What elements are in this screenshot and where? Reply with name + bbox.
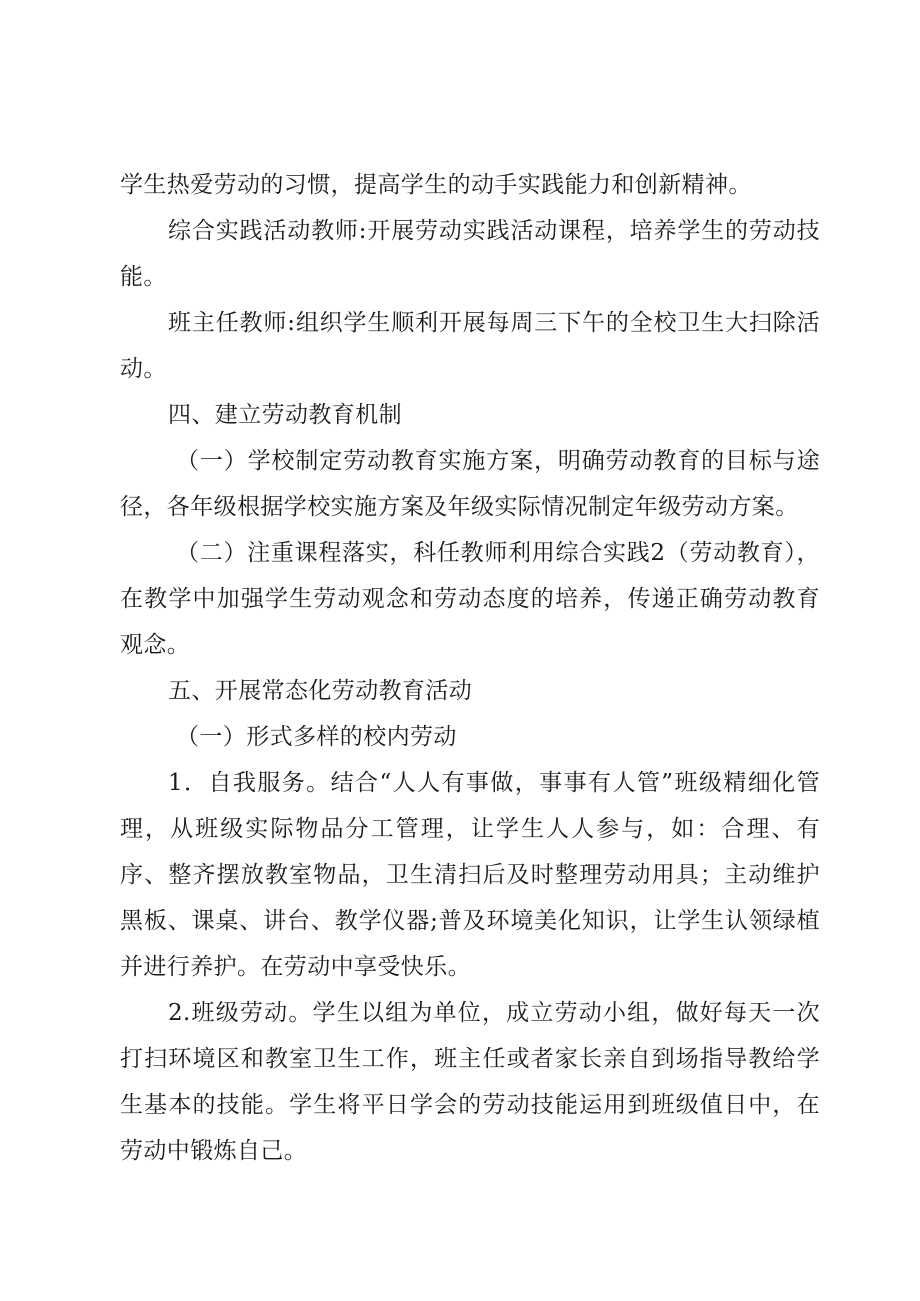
paragraph-4-2: （二）注重课程落实，科任教师利用综合实践2（劳动教育），在教学中加强学生劳动观念和劳动态度的培养，传递正确劳动教育观念。 (120, 540, 820, 658)
subheading-5-1: （一）形式多样的校内劳动 (176, 724, 457, 750)
document-body (120, 162, 820, 1174)
paragraph-class-labor: 2.班级劳动。学生以组为单位，成立劳动小组，做好每天一次打扫环境区和教室卫生工作，班主任或者家长亲自到场指导教给学生基本的技能。学生将平日学会的劳动技能运用到班级值日中，在劳动中锻炼自己。 (120, 1000, 820, 1164)
paragraph-class-teacher: 班主任教师:组织学生顺利开展每周三下午的全校卫生大扫除活动。 (120, 310, 820, 382)
section-heading-4: 四、建立劳动教育机制 (168, 402, 402, 428)
paragraph-self-service: 1．自我服务。结合“人人有事做，事事有人管”班级精细化管理，从班级实际物品分工管理，让学生人人参与，如：合理、有序、整齐摆放教室物品，卫生清扫后及时整理劳动用具；主动维护黑板、课桌、讲台、教学仪器;普及环境美化知识，让学生认领绿植并进行养护。在劳动中享受快乐。 (120, 770, 820, 980)
section-heading-5: 五、开展常态化劳动教育活动 (168, 678, 473, 704)
paragraph-practice-teacher: 综合实践活动教师:开展劳动实践活动课程，培养学生的劳动技能。 (120, 218, 820, 290)
paragraph-continuation: 学生热爱劳动的习惯，提高学生的动手实践能力和创新精神。 (120, 172, 752, 198)
paragraph-4-1: （一）学校制定劳动教育实施方案，明确劳动教育的目标与途径，各年级根据学校实施方案及年级实际情况制定年级劳动方案。 (120, 448, 820, 520)
